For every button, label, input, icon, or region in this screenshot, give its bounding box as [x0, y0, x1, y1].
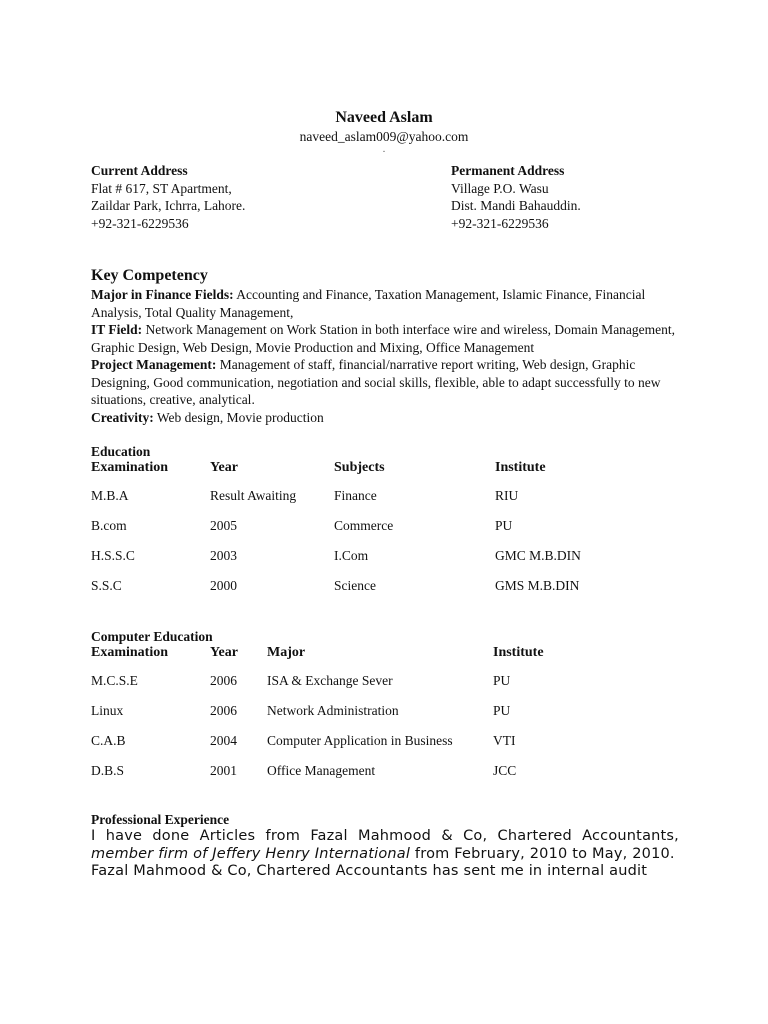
education-header-examination: Examination	[91, 460, 169, 475]
computer-major: Office Management	[267, 763, 376, 778]
key-competency-title: Key Competency	[91, 267, 208, 284]
key-competency-section	[91, 266, 681, 426]
table-row	[91, 673, 691, 703]
education-year: 2003	[210, 548, 237, 563]
education-exam: H.S.S.C	[91, 548, 135, 563]
computer-year: 2006	[210, 703, 237, 718]
computer-exam: M.C.S.E	[91, 673, 138, 688]
current-address-line2: Zaildar Park, Ichrra, Lahore.	[91, 198, 246, 213]
education-subject: Science	[334, 578, 376, 593]
creativity-text: Web design, Movie production	[153, 409, 324, 425]
permanent-address-phone: +92-321-6229536	[451, 215, 549, 231]
education-header-institute: Institute	[495, 460, 546, 475]
finance-label: Major in Finance Fields:	[91, 287, 234, 302]
experience-italic-firm: member firm of Jeffery Henry International	[91, 845, 411, 862]
computer-education-header-row	[91, 645, 691, 667]
education-subject: Commerce	[334, 518, 394, 533]
education-section	[91, 443, 691, 608]
education-institute: GMC M.B.DIN	[495, 548, 581, 563]
education-header-row	[91, 460, 691, 482]
education-exam: M.B.A	[91, 488, 129, 503]
experience-text-b: from February, 2010 to May, 2010.	[410, 845, 675, 862]
it-text: Network Management on Work Station in both interface wire and wireless, Domain Management, Graphic Design, Web Design, Movie Production and Mixing, Office Management	[91, 322, 676, 355]
education-exam: B.com	[91, 518, 127, 533]
creativity-label: Creativity:	[91, 409, 154, 425]
finance-fields	[91, 286, 681, 321]
candidate-email: naveed_aslam009@yahoo.com	[299, 129, 469, 144]
computer-header-examination: Examination	[91, 645, 169, 660]
current-address	[91, 162, 245, 232]
education-year: 2005	[210, 518, 237, 533]
table-row	[91, 548, 691, 578]
professional-experience-section	[91, 811, 679, 881]
education-header-subjects: Subjects	[334, 460, 385, 475]
current-address-phone: +92-321-6229536	[91, 215, 189, 231]
computer-major: ISA & Exchange Sever	[267, 673, 393, 688]
header-separator: .	[382, 144, 386, 155]
computer-education-title: Computer Education	[91, 629, 213, 644]
it-label: IT Field:	[91, 322, 143, 337]
education-header-year: Year	[210, 460, 238, 475]
computer-institute: PU	[493, 703, 511, 718]
education-year: Result Awaiting	[210, 488, 297, 503]
education-subject: I.Com	[334, 548, 369, 563]
computer-institute: PU	[493, 673, 511, 688]
computer-year: 2001	[210, 763, 237, 778]
computer-exam: Linux	[91, 703, 124, 718]
it-field	[91, 321, 681, 356]
current-address-title: Current Address	[91, 163, 188, 178]
finance-text: Accounting and Finance, Taxation Management, Islamic Finance, Financial Analysis, Total Quality Management,	[91, 287, 646, 320]
computer-institute: VTI	[493, 733, 516, 748]
table-row	[91, 488, 691, 518]
education-title: Education	[91, 444, 151, 459]
computer-header-institute: Institute	[493, 645, 544, 660]
professional-experience-title: Professional Experience	[91, 812, 230, 827]
experience-text-a: I have done Articles from Fazal Mahmood & Co, Chartered Accountants,	[91, 828, 679, 844]
education-subject: Finance	[334, 488, 377, 503]
table-row	[91, 578, 691, 608]
table-row	[91, 733, 691, 763]
computer-year: 2006	[210, 673, 237, 688]
permanent-address	[451, 162, 581, 232]
computer-major: Computer Application in Business	[267, 733, 453, 748]
permanent-address-line1: Village P.O. Wasu	[451, 180, 549, 196]
pm-text: Management of staff, financial/narrative report writing, Web design, Graphic Designing, Good communication, negotiation and social skills, flexible, able to adapt successfully to new situations, creative, analytical.	[91, 357, 661, 407]
permanent-address-title: Permanent Address	[451, 163, 565, 178]
computer-institute: JCC	[493, 763, 517, 778]
current-address-line1: Flat # 617, ST Apartment,	[91, 180, 232, 196]
project-management	[91, 356, 681, 409]
candidate-name: Naveed Aslam	[335, 109, 433, 126]
education-exam: S.S.C	[91, 578, 122, 593]
table-row	[91, 518, 691, 548]
creativity	[91, 409, 681, 427]
computer-major: Network Administration	[267, 703, 399, 718]
computer-header-major: Major	[267, 645, 306, 660]
education-institute: GMS M.B.DIN	[495, 578, 580, 593]
computer-year: 2004	[210, 733, 237, 748]
computer-header-year: Year	[210, 645, 238, 660]
permanent-address-line2: Dist. Mandi Bahauddin.	[451, 198, 581, 213]
experience-paragraph-1	[91, 828, 679, 863]
table-row	[91, 703, 691, 733]
experience-paragraph-2: Fazal Mahmood & Co, Chartered Accountants has sent me in internal audit	[91, 863, 648, 879]
computer-exam: D.B.S	[91, 763, 125, 778]
resume-header	[0, 108, 768, 154]
education-institute: PU	[495, 518, 513, 533]
computer-exam: C.A.B	[91, 733, 126, 748]
pm-label: Project Management:	[91, 357, 217, 372]
education-institute: RIU	[495, 488, 519, 503]
table-row	[91, 763, 691, 793]
computer-education-section	[91, 628, 691, 793]
education-year: 2000	[210, 578, 237, 593]
